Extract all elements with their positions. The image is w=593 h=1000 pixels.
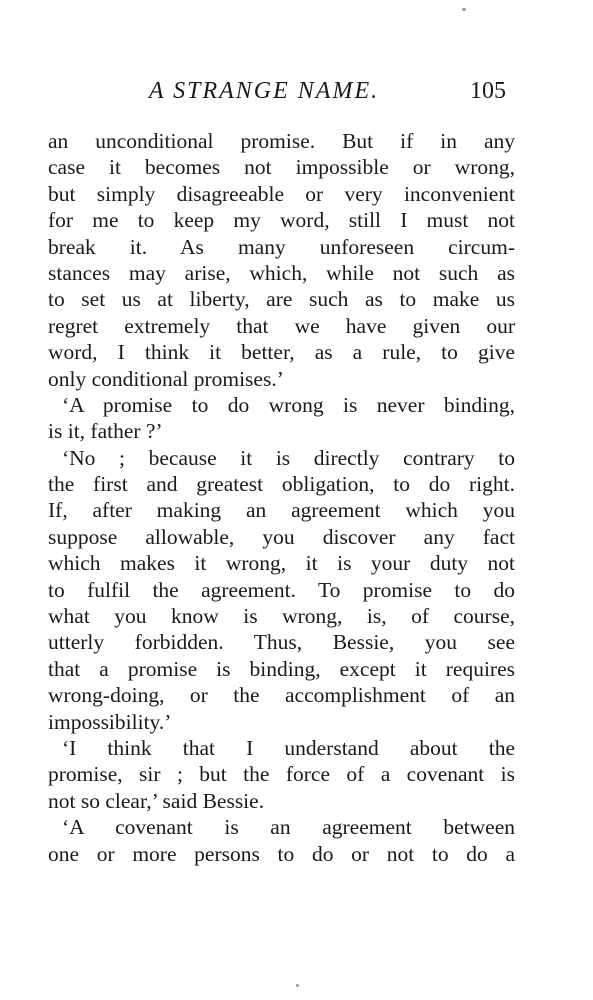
text-line: what you know is wrong, is, of course, <box>48 604 515 629</box>
text-line: to fulfil the agreement. To promise to do <box>48 577 515 602</box>
text-line: one or more persons to do or not to do a <box>48 841 515 866</box>
running-title: A STRANGE NAME. <box>148 78 380 104</box>
text-line: is it, father ?’ <box>48 419 163 444</box>
text-line: the first and greatest obligation, to do right. <box>48 472 515 497</box>
text-line: an unconditional promise. But if in any <box>48 129 515 153</box>
text-line: ‘A promise to do wrong is never binding, <box>62 392 515 417</box>
body-text <box>48 128 515 867</box>
text-line: ‘No ; because it is directly contrary to <box>62 445 515 470</box>
text-line: not so clear,’ said Bessie. <box>48 788 265 813</box>
text-line: break it. As many unforeseen circum- <box>48 234 515 259</box>
text-line: stances may arise, which, while not such as <box>48 260 515 285</box>
text-line: promise, sir ; but the force of a covenant is <box>48 762 515 787</box>
text-line: which makes it wrong, it is your duty not <box>48 551 515 576</box>
text-line: ‘A covenant is an agreement between <box>62 815 515 840</box>
text-line: but simply disagreeable or very inconvenient <box>48 181 515 206</box>
page-number: 105 <box>470 78 506 104</box>
text-line: case it becomes not impossible or wrong, <box>48 155 515 180</box>
text-line: If, after making an agreement which you <box>48 498 515 523</box>
running-head <box>48 74 510 108</box>
text-line: that a promise is binding, except it requires <box>48 656 515 681</box>
text-line: ‘I think that I understand about the <box>62 735 515 760</box>
ink-speck <box>462 8 466 11</box>
text-line: impossibility.’ <box>48 709 172 734</box>
text-line: regret extremely that we have given our <box>48 313 515 338</box>
ink-speck <box>296 984 299 987</box>
text-line: utterly forbidden. Thus, Bessie, you see <box>48 630 515 655</box>
text-line: only conditional promises.’ <box>48 366 284 391</box>
text-line: suppose allowable, you discover any fact <box>48 524 515 549</box>
text-line: to set us at liberty, are such as to make us <box>48 287 515 312</box>
text-line: word, I think it better, as a rule, to give <box>48 340 515 365</box>
text-line: wrong-doing, or the accomplishment of an <box>48 683 515 708</box>
text-line: for me to keep my word, still I must not <box>48 208 515 233</box>
